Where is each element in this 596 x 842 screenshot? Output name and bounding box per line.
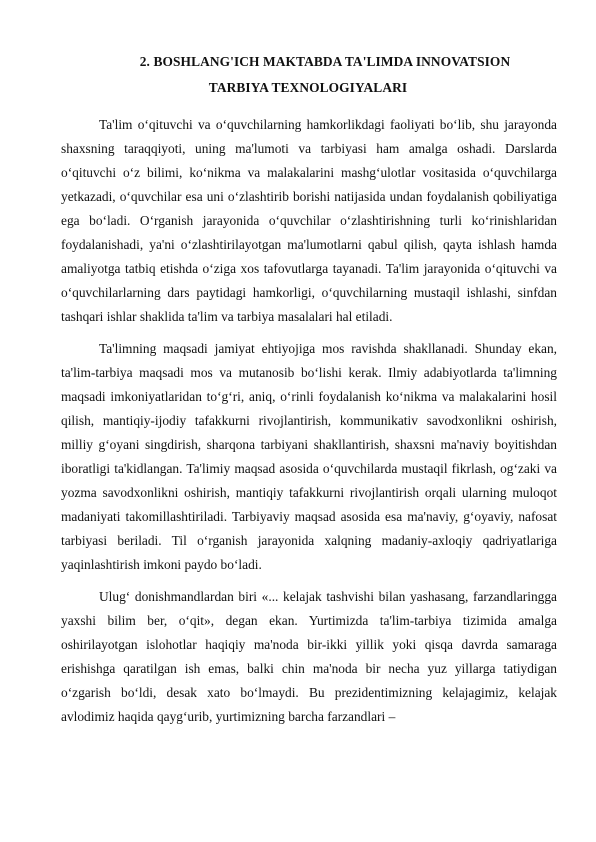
paragraph-2: Ta'limning maqsadi jamiyat ehtiyojiga mos ravishda shakllanadi. Shunday ekan, ta'lim-tarbiya maqsadi mos va mutanosib bo‘lishi kerak. Ilmiy adabiyotlarda ta'limning maqsadi imkoniyatlaridan to‘g‘ri, aniq, o‘rinli foydalanish ko‘nikma va malakalarini hosil qilish, mantiqiy-ijodiy tafakkurni rivojlantirish, kommunikativ savodxonlikni oshirish, milliy g‘oyani singdirish, sharqona tarbiyani shakllantirish, shaxsni ma'naviy boyitishdan iboratligi ta'kidlangan. Ta'limiy maqsad asosida o‘quvchilarda mustaqil fikrlash, og‘zaki va yozma savodxonlikni oshirish, mantiqiy tafakkurni rivojlantirish orqali ularning muloqot madaniyati takomillashtiriladi. Tarbiyaviy maqsad asosida esa ma'naviy, g‘oyaviy, nafosat tarbiyasi beriladi. Til o‘rganish jarayonida xalqning madaniy-axloqiy qadriyatlariga yaqinlashtirish imkoni paydo bo‘ladi. [61, 341, 557, 572]
section-heading-line2: TARBIYA TEXNOLOGIYALARI [208, 80, 408, 95]
paragraph-3: Ulug‘ donishmandlardan biri «... kelajak tashvishi bilan yashasang, farzandlaringga yaxshi bilim ber, o‘qit», degan ekan. Yurtimizda ta'lim-tarbiya tizimida amalga oshirilayotgan islohotlar haqiqiy ma'noda bir-ikki yillik yoki qisqa davrda samaraga erishishga qaratilgan ish emas, balki chin ma'noda bir necha yuz yillarga tatiydigan o‘zgarish bo‘ldi, desak xato bo‘lmaydi. Bu prezidentimizning kelajagimiz, kelajak avlodimiz haqida qayg‘urib, yurtimizning barcha farzandlari – [61, 589, 557, 724]
paragraph-1: Ta'lim o‘qituvchi va o‘quvchilarning hamkorlikdagi faoliyati bo‘lib, shu jarayonda shaxsning taraqqiyoti, uning ma'lumoti va tarbiyasi ham amalga oshadi. Darslarda o‘qituvchi o‘z bilimi, ko‘nikma va malakalarini mashg‘ulotlar vositasida o‘quvchilarga yetkazadi, o‘quvchilar esa uni o‘zlashtirib borishi natijasida undan foydalanish qobiliyatiga ega bo‘ladi. O‘rganish jarayonida o‘quvchilar o‘zlashtirishning turli ko‘rinishlaridan foydalanishadi, ya'ni o‘zlashtirilayotgan ma'lumotlarni qabul qilish, qayta ishlash hamda amaliyotga tatbiq etishda o‘ziga xos tafovutlarga tayanadi. Ta'lim jarayonida o‘qituvchi va o‘quvchilarlarning dars paytidagi hamkorligi, o‘quvchilarning mustaqil ishlashi, sinfdan tashqari ishlar shaklida ta'lim va tarbiya masalalari hal etiladi. [61, 117, 557, 324]
section-heading-line1: 2. BOSHLANG'ICH MAKTABDA TA'LIMDA INNOVATSION [139, 54, 511, 69]
body-text [61, 113, 557, 737]
